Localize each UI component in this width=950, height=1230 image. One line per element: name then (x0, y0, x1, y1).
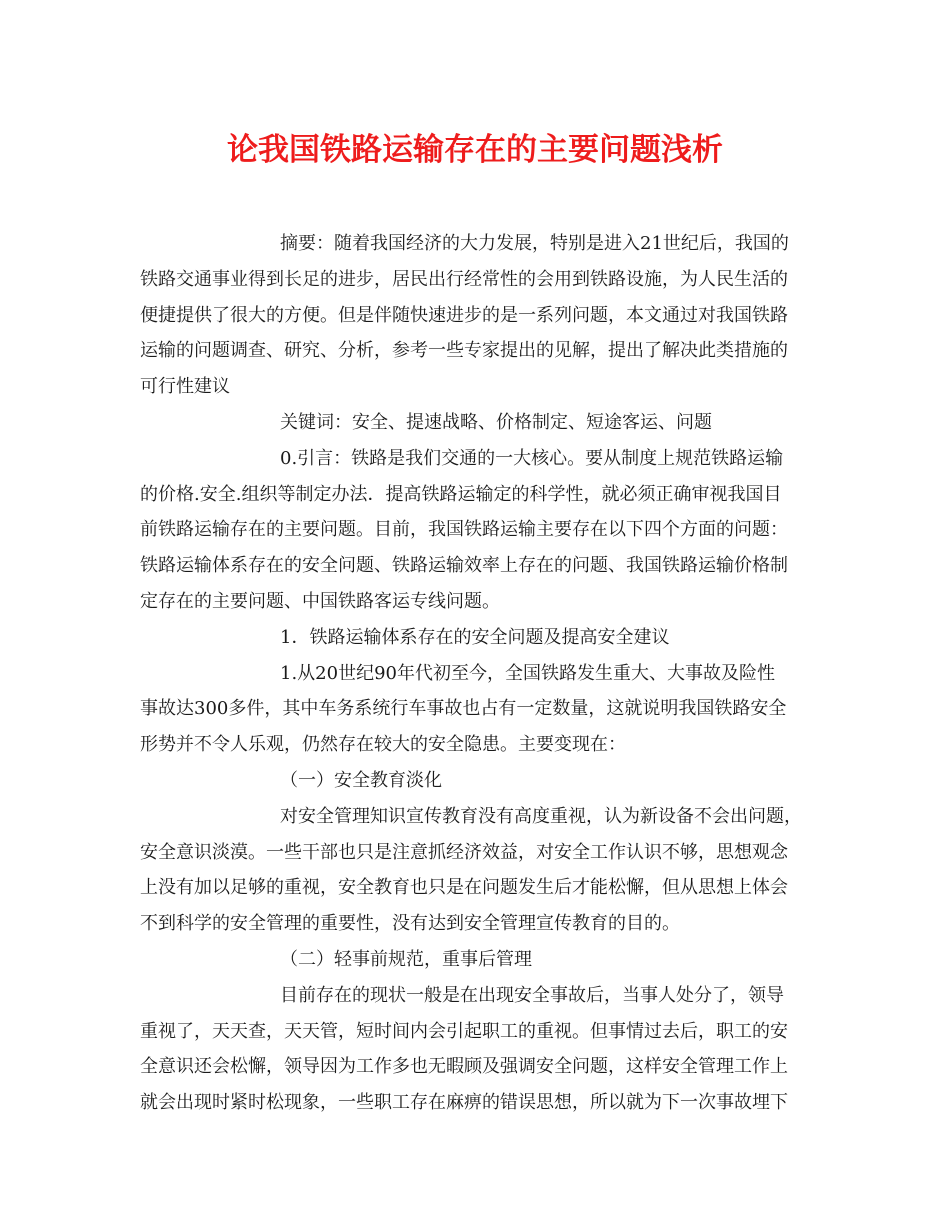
body-paragraph: 对安全管理知识宣传教育没有高度重视，认为新设备不会出问题， 安全意识淡漠。一些干部也只是注意抓经济效益，对安全工作认识不够，思想观念 上没有加以足够的重视，安全教育也只是在问题发生后才能松懈，但从思想上体会 不到科学的安全管理的重要性，没有达到安全管理宣传教育的目的。 (140, 805, 802, 935)
document-title: 论我国铁路运输存在的主要问题浅析 (227, 132, 723, 168)
body-paragraph: 目前存在的现状一般是在出现安全事故后，当事人处分了，领导 重视了，天天查，天天管，短时间内会引起职工的重视。但事情过去后，职工的安 全意识还会松懈，领导因为工作多也无暇顾及强调安全问题，这样安全管理工作上 就会出现时紧时松现象，一些职工存在麻痹的错误思想，所以就为下一次事故埋下 (140, 984, 788, 1114)
subsection-heading-1: （一）安全教育淡化 (280, 769, 442, 791)
document-body (140, 226, 812, 1121)
introduction-paragraph: 0.引言：铁路是我们交通的一大核心。要从制度上规范铁路运输 的价格.安全.组织等制定办法．提高铁路运输定的科学性，就必须正确审视我国目 前铁路运输存在的主要问题。目前，我国铁路运输主要存在以下四个方面的问题： 铁路运输体系存在的安全问题、铁路运输效率上存在的问题、我国铁路运输价格制 定存在的主要问题、中国铁路客运专线问题。 (140, 447, 788, 612)
section-heading-1: 1．铁路运输体系存在的安全问题及提高安全建议 (280, 626, 670, 648)
body-paragraph: 1.从20世纪90年代初至今，全国铁路发生重大、大事故及险性 事故达300多件，其中车务系统行车事故也占有一定数量，这就说明我国铁路安全 形势并不令人乐观，仍然存在较大的安全隐患。主要变现在： (140, 662, 787, 756)
keywords-paragraph: 关键词：安全、提速战略、价格制定、短途客运、问题 (280, 411, 712, 433)
abstract-paragraph: 摘要：随着我国经济的大力发展，特别是进入21世纪后，我国的 铁路交通事业得到长足的进步，居民出行经常性的会用到铁路设施，为人民生活的 便捷提供了很大的方便。但是伴随快速进步的是一系列问题，本文通过对我国铁路 运输的问题调查、研究、分析，参考一些专家提出的见解，提出了解决此类措施的 可行性建议 (140, 233, 789, 398)
subsection-heading-2: （二）轻事前规范，重事后管理 (280, 948, 532, 970)
